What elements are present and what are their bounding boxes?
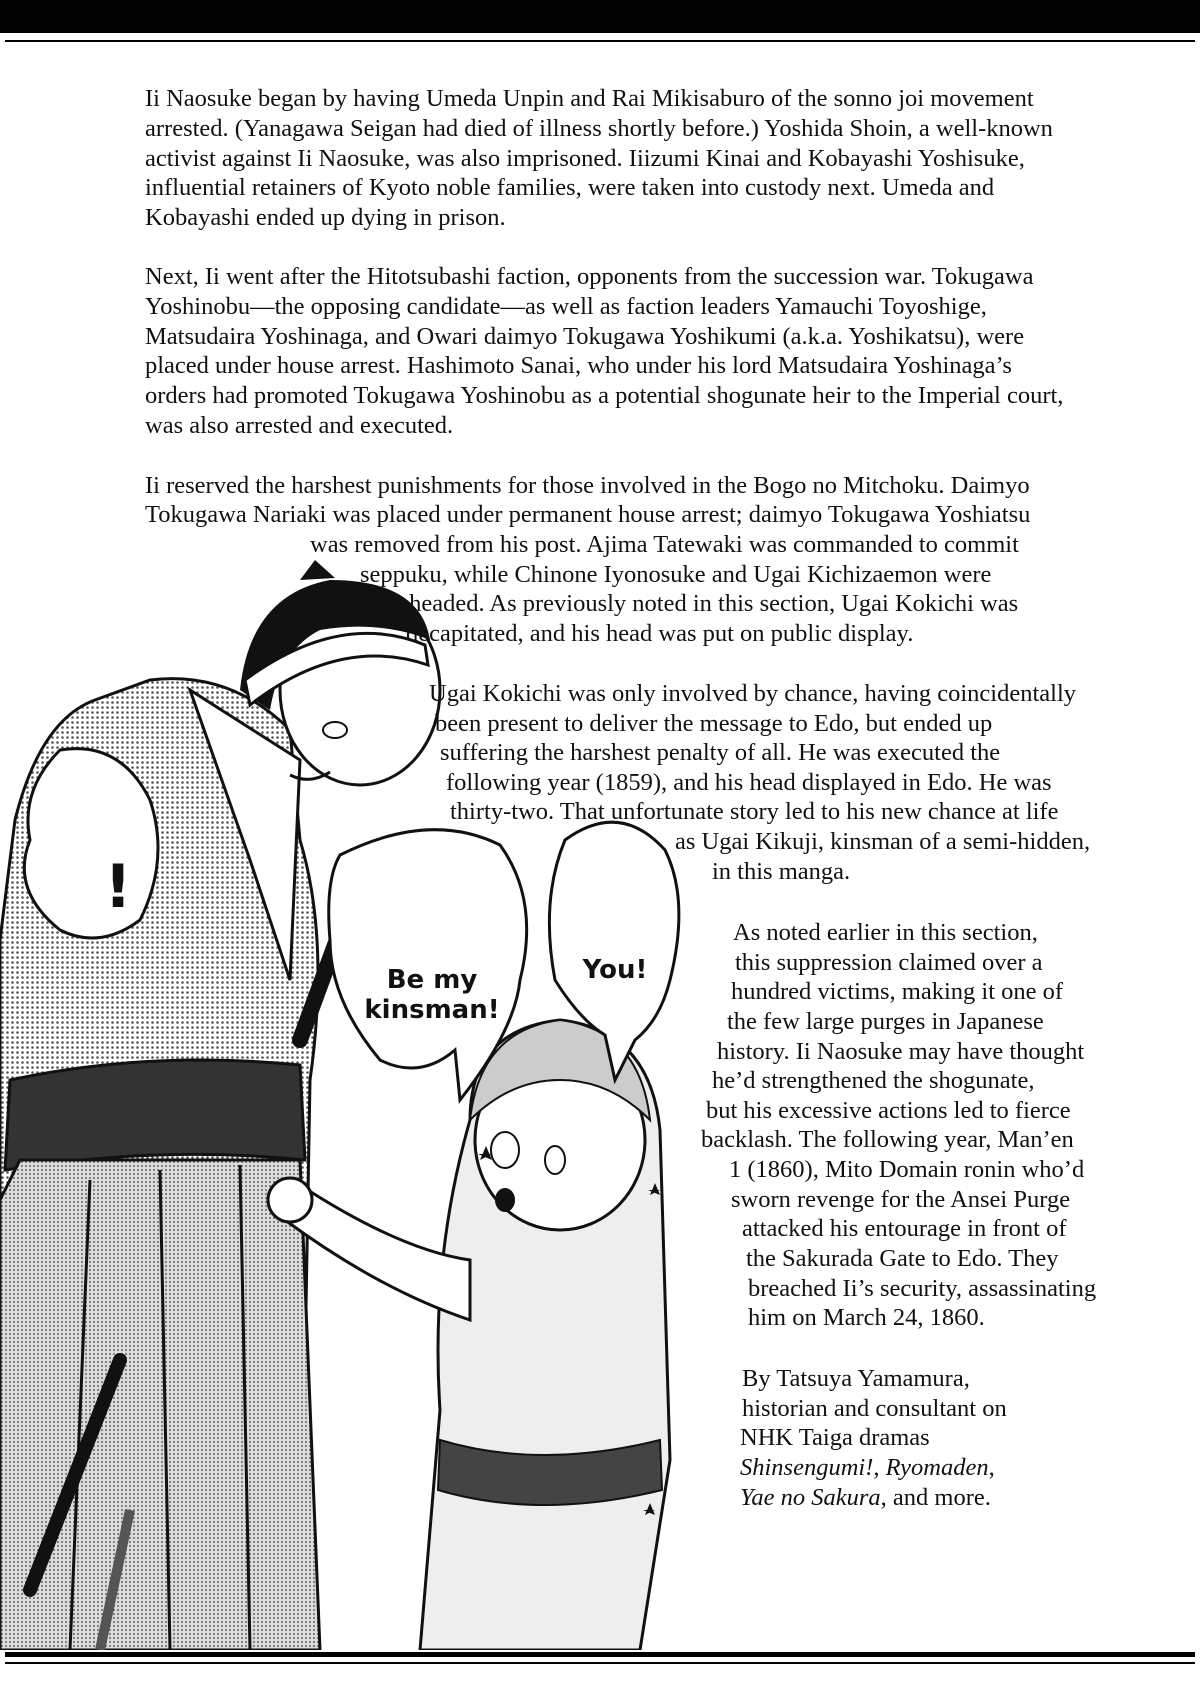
- work-title: Ryomaden: [885, 1454, 989, 1481]
- girl-speech: You!: [582, 955, 648, 985]
- p1-line: Ii Naosuke began by having Umeda Unpin and Rai Mikisaburo of the sonno joi movement: [145, 85, 1034, 112]
- samurai-speech-line-2: kinsman!: [364, 995, 500, 1025]
- p5-line: hundred victims, making it one of: [731, 978, 1064, 1005]
- top-rule: [5, 40, 1195, 42]
- p2-line: Yoshinobu—the opposing candidate—as well as faction leaders Yamauchi Toyoshige,: [145, 293, 987, 320]
- p5-line: 1 (1860), Mito Domain ronin who’d: [729, 1156, 1085, 1183]
- samurai-speech-line-1: Be my: [386, 965, 478, 995]
- p5-line: the few large purges in Japanese: [727, 1008, 1044, 1035]
- p5-line: but his excessive actions led to fierce: [706, 1097, 1071, 1124]
- exclaim-mark: !: [104, 852, 132, 922]
- byline-works-2: [740, 1483, 991, 1513]
- p5-line: this suppression claimed over a: [735, 949, 1043, 976]
- p3-line: Tokugawa Nariaki was placed under permanent house arrest; daimyo Tokugawa Yoshiatsu: [145, 501, 1031, 528]
- byline-author: By Tatsuya Yamamura,: [742, 1365, 970, 1392]
- samurai-figure: [0, 560, 440, 1650]
- p5-line: attacked his entourage in front of: [742, 1215, 1067, 1242]
- p2-line: orders had promoted Tokugawa Yoshinobu as a potential shogunate heir to the Imperial court,: [145, 382, 1064, 409]
- p5-line: backlash. The following year, Man’en: [701, 1126, 1074, 1153]
- p2-line: was also arrested and executed.: [145, 412, 454, 439]
- p5-line: As noted earlier in this section,: [733, 919, 1038, 946]
- byline-tail: , and more.: [880, 1484, 991, 1511]
- p1-line: influential retainers of Kyoto noble families, were taken into custody next. Umeda and: [145, 174, 995, 201]
- p2-line: Next, Ii went after the Hitotsubashi faction, opponents from the succession war. Tokugawa: [145, 263, 1034, 290]
- p3-line: beheaded. As previously noted in this section, Ugai Kokichi was: [386, 590, 1019, 617]
- work-title: Yae no Sakura: [740, 1484, 881, 1511]
- p2-line: Matsudaira Yoshinaga, and Owari daimyo Tokugawa Yoshikumi (a.k.a. Yoshikatsu), were: [145, 323, 1025, 350]
- p3-line: was removed from his post. Ajima Tatewaki was commanded to commit: [310, 531, 1019, 558]
- bottom-rule-thick: [5, 1652, 1195, 1657]
- p1-line: arrested. (Yanagawa Seigan had died of illness shortly before.) Yoshida Shoin, a well-known: [145, 115, 1053, 142]
- p5-line: sworn revenge for the Ansei Purge: [731, 1186, 1071, 1213]
- p5-line: the Sakurada Gate to Edo. They: [746, 1245, 1059, 1272]
- byline-dramas: NHK Taiga dramas: [740, 1424, 930, 1451]
- top-border-bar: [0, 0, 1200, 33]
- separator: ,: [873, 1454, 886, 1481]
- bottom-rule-thin: [5, 1662, 1195, 1664]
- p4-line: in this manga.: [712, 858, 851, 885]
- p2-line: placed under house arrest. Hashimoto Sanai, who under his lord Matsudaira Yoshinaga’s: [145, 352, 1012, 379]
- p3-line: seppuku, while Chinone Iyonosuke and Ugai Kichizaemon were: [360, 561, 992, 588]
- p3-line: Ii reserved the harshest punishments for those involved in the Bogo no Mitchoku. Daimyo: [145, 472, 1030, 499]
- girl-figure: [268, 1020, 670, 1650]
- p5-line: he’d strengthened the shogunate,: [712, 1067, 1035, 1094]
- p4-line: thirty-two. That unfortunate story led to his new chance at life: [450, 798, 1059, 825]
- p4-line: been present to deliver the message to Edo, but ended up: [435, 710, 993, 737]
- p5-line: breached Ii’s security, assassinating: [748, 1275, 1097, 1302]
- p4-line: Ugai Kokichi was only involved by chance, having coincidentally: [429, 680, 1077, 707]
- byline-role: historian and consultant on: [742, 1395, 1007, 1422]
- p1-line: activist against Ii Naosuke, was also imprisoned. Iiizumi Kinai and Kobayashi Yoshisuke,: [145, 145, 1025, 172]
- p5-line: him on March 24, 1860.: [748, 1304, 985, 1331]
- work-title: Shinsengumi!: [740, 1454, 874, 1481]
- separator: ,: [988, 1454, 995, 1481]
- p4-line: suffering the harshest penalty of all. He was executed the: [440, 739, 1001, 766]
- p5-line: history. Ii Naosuke may have thought: [717, 1038, 1085, 1065]
- p3-line: decapitated, and his head was put on public display.: [406, 620, 914, 647]
- p4-line: following year (1859), and his head displayed in Edo. He was: [446, 769, 1052, 796]
- p1-line: Kobayashi ended up dying in prison.: [145, 204, 506, 231]
- byline-works-1: [740, 1453, 995, 1483]
- p4-line: as Ugai Kikuji, kinsman of a semi-hidden,: [675, 828, 1091, 855]
